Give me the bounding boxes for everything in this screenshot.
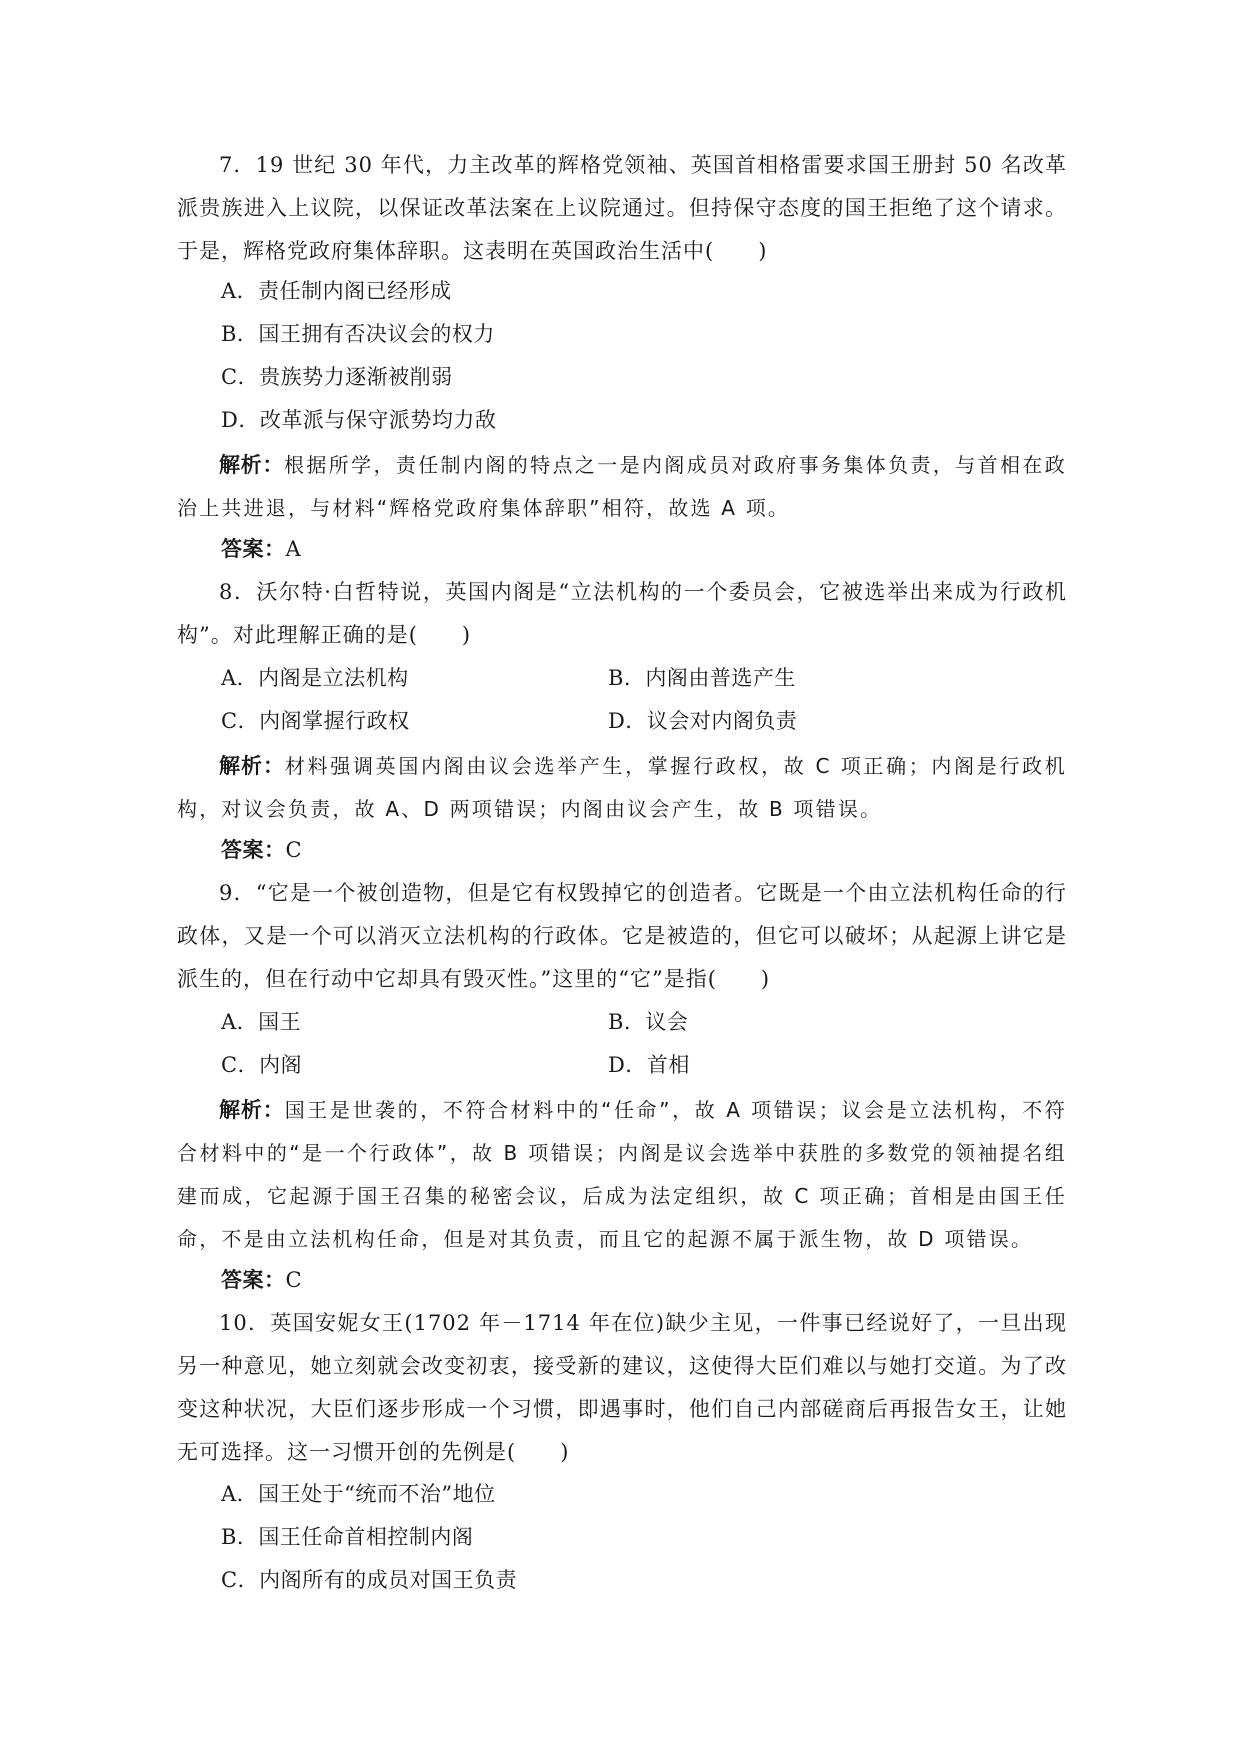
- question-10-option-b: B．国王任命首相控制内阁: [221, 1525, 474, 1549]
- question-8-option-d: D．议会对内阁负责: [608, 709, 798, 733]
- question-9-option-c: C．内阁: [221, 1053, 303, 1077]
- question-7-option-a: A．责任制内阁已经形成: [221, 279, 452, 303]
- question-7-option-b: B．国王拥有否决议会的权力: [221, 322, 495, 346]
- question-8-explanation: [177, 744, 1067, 831]
- answer-label: 答案：: [221, 837, 286, 862]
- explanation-label: 解析：: [219, 452, 285, 477]
- question-8-stem: 8．沃尔特·白哲特说，英国内阁是“立法机构的一个委员会，它被选举出来成为行政机构”。对此理解正确的是( ): [177, 580, 1067, 647]
- question-9-explanation: [177, 1088, 1067, 1261]
- question-9-option-d: D．首相: [608, 1053, 690, 1077]
- answer-value: A: [285, 537, 302, 561]
- answer-label: 答案：: [221, 536, 286, 561]
- question-8-answer: [221, 835, 302, 865]
- answer-value: C: [285, 1268, 303, 1292]
- explanation-text: 根据所学，责任制内阁的特点之一是内阁成员对政府事务集体负责，与首相在政治上共进退，与材料“辉格党政府集体辞职”相符，故选 A 项。: [177, 453, 1068, 520]
- question-10-option-a: A．国王处于“统而不治”地位: [221, 1482, 496, 1506]
- question-8-option-c: C．内阁掌握行政权: [221, 709, 410, 733]
- question-9-option-b: B．议会: [608, 1010, 689, 1034]
- explanation-label: 解析：: [219, 753, 285, 778]
- question-8-option-a: A．内阁是立法机构: [221, 666, 409, 690]
- question-7-option-c: C．贵族势力逐渐被削弱: [221, 365, 453, 389]
- question-7-answer: [221, 534, 301, 564]
- answer-value: C: [285, 838, 303, 862]
- question-7-explanation: [177, 443, 1067, 530]
- question-8-option-b: B．内阁由普选产生: [608, 666, 796, 690]
- question-9-answer: [221, 1265, 302, 1295]
- answer-label: 答案：: [221, 1267, 286, 1292]
- question-9-option-a: A．国王: [221, 1010, 302, 1034]
- question-10-stem: 10．英国安妮女王(1702 年－1714 年在位)缺少主见，一件事已经说好了，一旦出现另一种意见，她立刻就会改变初衷，接受新的建议，这使得大臣们难以与她打交道。为了改变这种状况，大臣们逐步形成一个习惯，即遇事时，他们自己内部磋商后再报告女王，让她无可选择。这一习惯开创的先例是( ): [177, 1311, 1067, 1464]
- question-7-option-d: D．改革派与保守派势均力敌: [221, 408, 497, 432]
- explanation-label: 解析：: [219, 1097, 285, 1122]
- question-7-stem: 7．19 世纪 30 年代，力主改革的辉格党领袖、英国首相格雷要求国王册封 50 名改革派贵族进入上议院，以保证改革法案在上议院通过。但持保守态度的国王拒绝了这个请求。于是，辉格党政府集体辞职。这表明在英国政治生活中( ): [177, 153, 1067, 263]
- question-10-option-c: C．内阁所有的成员对国王负责: [221, 1568, 518, 1592]
- explanation-text: 材料强调英国内阁由议会选举产生，掌握行政权，故 C 项正确；内阁是行政机构，对议会负责，故 A、D 两项错误；内阁由议会产生，故 B 项错误。: [177, 754, 1067, 821]
- explanation-text: 国王是世袭的，不符合材料中的“任命”，故 A 项错误；议会是立法机构，不符合材料中的“是一个行政体”，故 B 项错误；内阁是议会选举中获胜的多数党的领袖提名组建而成，它起源于国王召集的秘密会议，后成为法定组织，故 C 项正确；首相是由国王任命，不是由立法机构任命，但是对其负责，而且它的起源不属于派生物，故 D 项错误。: [177, 1098, 1067, 1251]
- question-9-stem: 9．“它是一个被创造物，但是它有权毁掉它的创造者。它既是一个由立法机构任命的行政体，又是一个可以消灭立法机构的行政体。它是被造的，但它可以破坏；从起源上讲它是派生的，但在行动中它却具有毁灭性。”这里的“它”是指( ): [177, 881, 1067, 991]
